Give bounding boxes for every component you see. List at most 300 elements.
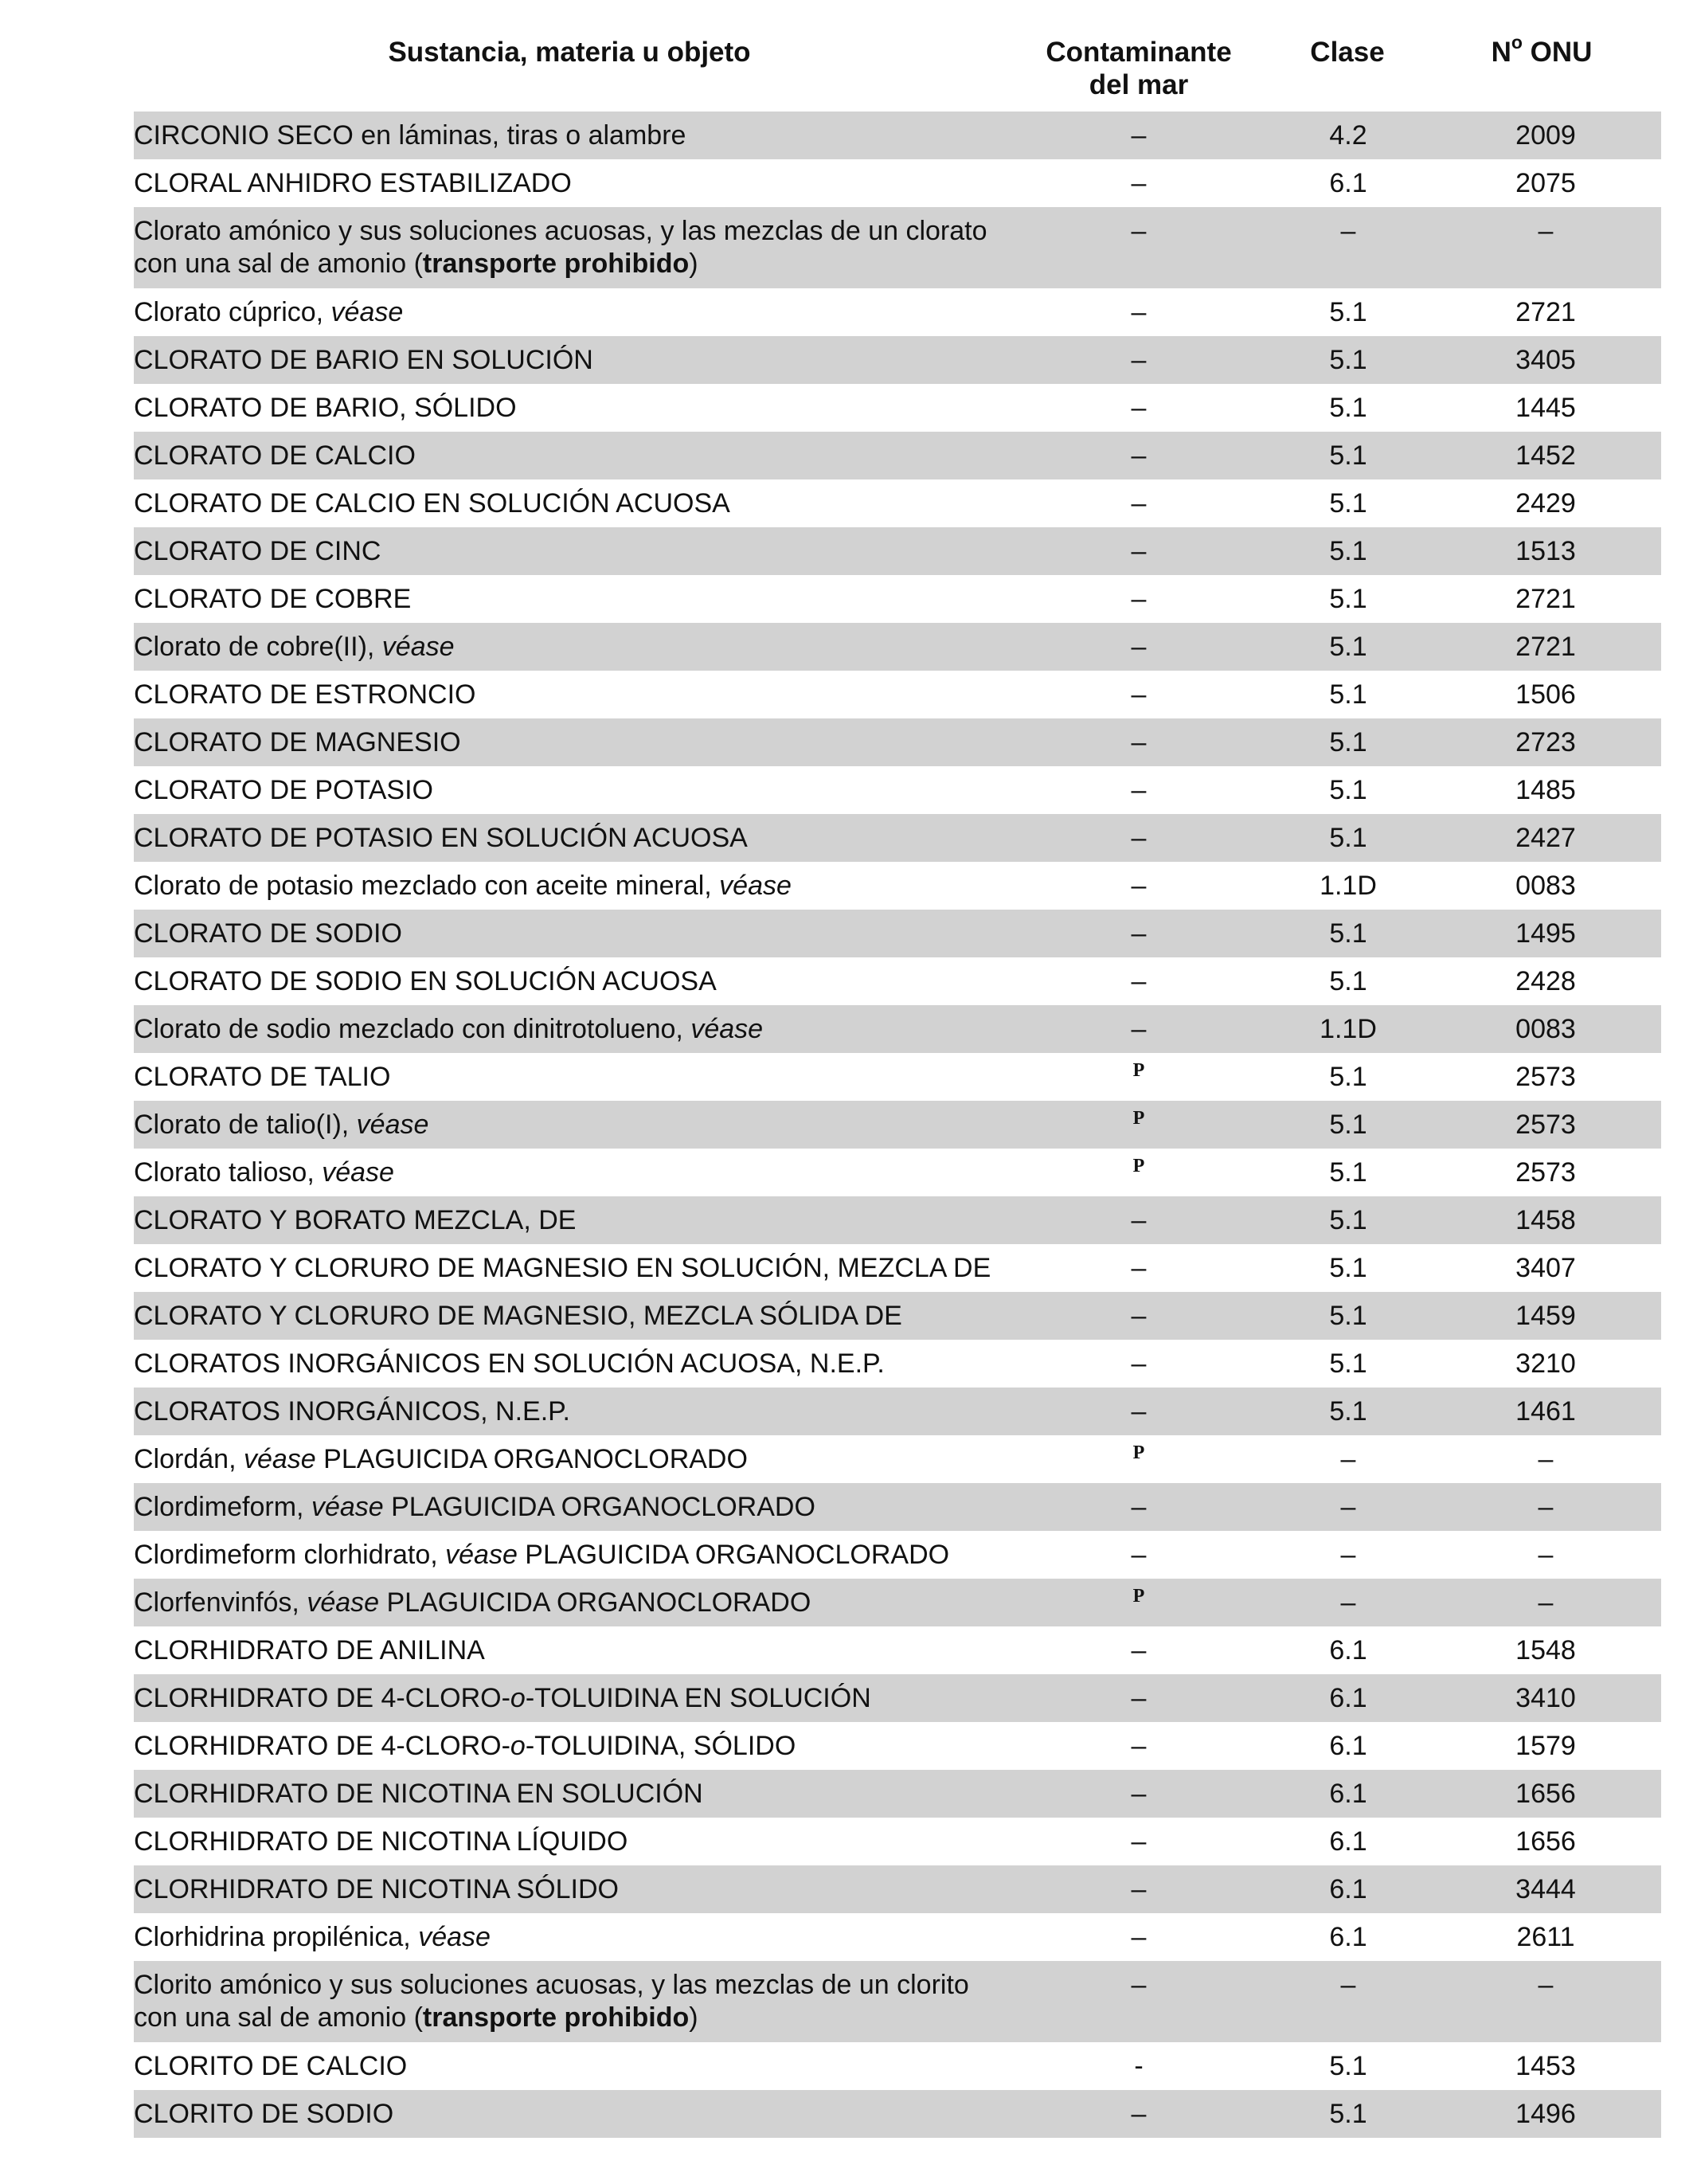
table-row [134,1388,1661,1435]
cell-marine-pollutant [1005,1483,1273,1524]
cell-class: 5.1 [1329,297,1367,327]
cell-un-number: 1452 [1515,440,1576,471]
table-row [134,527,1661,575]
cell-substance [134,1913,1005,1954]
substance-text: véase [356,1110,429,1140]
cell-class: 6.1 [1329,1731,1367,1761]
table-row [134,479,1661,527]
substance-text: CLORATO DE ESTRONCIO [134,679,476,710]
cell-substance [134,1196,1005,1237]
cell-un-number: 3210 [1515,1348,1576,1379]
table-row [134,1149,1661,1196]
cell-substance [134,1149,1005,1189]
cell-substance [134,623,1005,663]
cell-marine-pollutant [1005,1149,1273,1189]
substance-text: CLORATO Y CLORURO DE MAGNESIO, MEZCLA SÓLIDA DE [134,1301,902,1331]
cell-marine-pollutant [1005,2042,1273,2083]
cell-substance [134,1435,1005,1476]
cell-class: 5.1 [1329,966,1367,996]
cell-marine-pollutant [1005,527,1273,568]
marine-pollutant-value: – [1131,966,1147,996]
cell-substance [134,1626,1005,1667]
substance-text: CLORHIDRATO DE 4-CLORO- [134,1731,510,1761]
cell-un-number: 2075 [1515,168,1576,198]
marine-pollutant-value: – [1131,488,1147,519]
substance-text: CLORATO Y CLORURO DE MAGNESIO EN SOLUCIÓN, MEZCLA DE [134,1253,991,1283]
cell-marine-pollutant [1005,288,1273,329]
cell-substance [134,1818,1005,1858]
cell-class: 5.1 [1329,1301,1367,1331]
cell-class: – [1340,1444,1356,1474]
cell-un-number: 2723 [1515,727,1576,757]
cell-un-number: 1453 [1515,2051,1576,2081]
marine-pollutant-value: – [1131,1014,1147,1044]
cell-un-number: 3410 [1515,1683,1576,1713]
cell-class: 1.1D [1320,1014,1377,1044]
table-row [134,623,1661,671]
marine-pollutant-value: – [1131,1348,1147,1379]
substance-text: Clorato de sodio mezclado con dinitrotolueno, [134,1014,691,1044]
substance-text: CLORATO DE SODIO [134,918,402,949]
cell-marine-pollutant [1005,862,1273,902]
cell-marine-pollutant [1005,1053,1273,1094]
substance-text: Clorato de cobre(II), [134,632,382,662]
cell-substance [134,2090,1005,2131]
substance-text: CLORHIDRATO DE ANILINA [134,1635,485,1665]
substance-text: CLORATO DE CINC [134,536,381,566]
substance-text: Clorato de talio(I), [134,1110,357,1140]
table-row [134,288,1661,336]
cell-marine-pollutant [1005,718,1273,759]
cell-marine-pollutant [1005,112,1273,152]
cell-class: 5.1 [1329,1062,1367,1092]
table-row [134,1770,1661,1818]
cell-marine-pollutant [1005,1722,1273,1763]
table-row [134,1435,1661,1483]
cell-un-number: – [1538,1540,1554,1570]
substance-text: véase [307,1587,380,1618]
substance-text: CLORATO DE POTASIO [134,775,433,805]
substance-text: ) [689,249,698,279]
substance-text: transporte prohibido [422,249,690,279]
marine-pollutant-value: – [1131,1731,1147,1761]
cell-marine-pollutant [1005,336,1273,377]
cell-class: 5.1 [1329,2051,1367,2081]
cell-un-number: 2427 [1515,823,1576,853]
cell-class: 5.1 [1329,536,1367,566]
marine-pollutant-value: – [1131,1779,1147,1809]
marine-pollutant-mark: P [1132,1108,1145,1129]
marine-pollutant-value: – [1131,345,1147,375]
substance-text: CLORATOS INORGÁNICOS EN SOLUCIÓN ACUOSA, N.E.P. [134,1348,885,1379]
cell-marine-pollutant [1005,1913,1273,1954]
table-row [134,1818,1661,1865]
cell-class: 5.1 [1329,2099,1367,2129]
marine-pollutant-value: – [1131,1970,1147,2000]
substance-text: CLORHIDRATO DE NICOTINA SÓLIDO [134,1874,619,1904]
table-row [134,671,1661,718]
marine-pollutant-value: – [1131,679,1147,710]
substance-text: CLORATO Y BORATO MEZCLA, DE [134,1205,577,1235]
marine-pollutant-value: – [1131,1826,1147,1857]
cell-class: 6.1 [1329,1922,1367,1952]
marine-pollutant-value: – [1131,775,1147,805]
cell-un-number: 2721 [1515,584,1576,614]
table-row [134,1053,1661,1101]
cell-marine-pollutant [1005,1961,1273,2002]
marine-pollutant-value: – [1131,1396,1147,1427]
cell-marine-pollutant [1005,671,1273,711]
substance-text: CLORATO DE BARIO EN SOLUCIÓN [134,345,593,375]
substance-text: CLORATOS INORGÁNICOS, N.E.P. [134,1396,570,1427]
cell-substance [134,575,1005,616]
dangerous-goods-table [134,32,1661,2138]
table-header [134,32,1661,112]
cell-marine-pollutant [1005,1101,1273,1141]
header-marine-line1: Contaminante [1046,37,1232,68]
substance-text: Clorato talioso, [134,1157,323,1188]
cell-un-number: 1548 [1515,1635,1576,1665]
table-row [134,1196,1661,1244]
cell-un-number: 1461 [1515,1396,1576,1427]
cell-marine-pollutant [1005,479,1273,520]
substance-text: véase [322,1157,394,1188]
cell-class: 5.1 [1329,775,1367,805]
table-row [134,1340,1661,1388]
cell-marine-pollutant [1005,1818,1273,1858]
header-un-prefix: N [1491,37,1511,68]
cell-un-number: 2573 [1515,1110,1576,1140]
cell-marine-pollutant [1005,1196,1273,1237]
cell-substance [134,718,1005,759]
cell-class: 6.1 [1329,1826,1367,1857]
table-row [134,957,1661,1005]
marine-pollutant-value: – [1131,632,1147,662]
table-row [134,1722,1661,1770]
cell-un-number: 2428 [1515,966,1576,996]
marine-pollutant-value: – [1131,1301,1147,1331]
cell-marine-pollutant [1005,1292,1273,1333]
marine-pollutant-mark: P [1132,1442,1145,1463]
cell-substance [134,159,1005,200]
table-row [134,207,1661,288]
cell-substance [134,479,1005,520]
substance-text: Clordimeform, [134,1492,311,1522]
cell-substance [134,2042,1005,2083]
marine-pollutant-value: – [1131,1683,1147,1713]
cell-substance [134,862,1005,902]
cell-un-number: 1513 [1515,536,1576,566]
substance-text: véase [330,297,404,327]
table-row [134,336,1661,384]
substance-text: Clorato cúprico, [134,297,331,327]
substance-text: CLORATO DE CALCIO EN SOLUCIÓN ACUOSA [134,488,730,519]
substance-text: véase [719,871,792,901]
header-marine-line2: del mar [1089,69,1189,100]
table-row [134,159,1661,207]
cell-un-number: 1459 [1515,1301,1576,1331]
cell-substance [134,1579,1005,1619]
marine-pollutant-value: – [1131,1874,1147,1904]
table-row [134,2090,1661,2138]
marine-pollutant-mark: P [1132,1156,1145,1176]
cell-substance [134,1053,1005,1094]
marine-pollutant-value: – [1131,1492,1147,1522]
marine-pollutant-value: – [1131,1540,1147,1570]
header-un-super: o [1511,32,1523,53]
cell-substance [134,112,1005,152]
cell-un-number: 1485 [1515,775,1576,805]
cell-un-number: 0083 [1515,871,1576,901]
cell-un-number: 1656 [1515,1779,1576,1809]
cell-un-number: 1506 [1515,679,1576,710]
substance-text: véase [418,1922,491,1952]
table-row [134,718,1661,766]
cell-class: 5.1 [1329,1157,1367,1188]
table-row [134,862,1661,910]
substance-text: CLORHIDRATO DE NICOTINA LÍQUIDO [134,1826,628,1857]
cell-marine-pollutant [1005,1388,1273,1428]
cell-marine-pollutant [1005,384,1273,425]
cell-un-number: 2009 [1515,120,1576,151]
cell-marine-pollutant [1005,1579,1273,1619]
substance-text: CLORITO DE SODIO [134,2099,394,2129]
marine-pollutant-value: – [1131,1635,1147,1665]
marine-pollutant-value: – [1131,536,1147,566]
cell-marine-pollutant [1005,1626,1273,1667]
cell-substance [134,1292,1005,1333]
table-row [134,1579,1661,1626]
cell-substance [134,207,1005,280]
cell-marine-pollutant [1005,1770,1273,1810]
cell-class: 5.1 [1329,679,1367,710]
table-row [134,575,1661,623]
header-substance: Sustancia, materia u objeto [388,37,751,68]
cell-class: 5.1 [1329,823,1367,853]
cell-substance [134,1388,1005,1428]
substance-text: CLORATO DE POTASIO EN SOLUCIÓN ACUOSA [134,823,748,853]
cell-substance [134,1722,1005,1763]
cell-un-number: 2721 [1515,297,1576,327]
cell-un-number: – [1538,1444,1554,1474]
cell-un-number: 3407 [1515,1253,1576,1283]
cell-class: 6.1 [1329,168,1367,198]
cell-class: 5.1 [1329,345,1367,375]
cell-un-number: 1458 [1515,1205,1576,1235]
table-row [134,1101,1661,1149]
marine-pollutant-value: – [1131,2099,1147,2129]
substance-text: CLORATO DE CALCIO [134,440,416,471]
table-row [134,1005,1661,1053]
substance-text: CLORAL ANHIDRO ESTABILIZADO [134,168,572,198]
cell-marine-pollutant [1005,766,1273,807]
cell-substance [134,957,1005,998]
cell-class: – [1340,1492,1356,1522]
cell-un-number: 0083 [1515,1014,1576,1044]
marine-pollutant-value: – [1131,1253,1147,1283]
substance-text: Clorfenvinfós, [134,1587,307,1618]
substance-text: -TOLUIDINA, SÓLIDO [525,1731,796,1761]
cell-class: 5.1 [1329,1253,1367,1283]
cell-marine-pollutant [1005,159,1273,200]
table-row [134,432,1661,479]
substance-text: CLORHIDRATO DE 4-CLORO- [134,1683,510,1713]
cell-un-number: 1496 [1515,2099,1576,2129]
marine-pollutant-value: – [1131,871,1147,901]
cell-un-number: 3444 [1515,1874,1576,1904]
cell-substance [134,766,1005,807]
cell-un-number: 2573 [1515,1157,1576,1188]
cell-marine-pollutant [1005,1531,1273,1571]
marine-pollutant-value: – [1131,1205,1147,1235]
cell-un-number: 2429 [1515,488,1576,519]
cell-un-number: 1656 [1515,1826,1576,1857]
cell-class: 6.1 [1329,1635,1367,1665]
substance-text: véase [381,632,455,662]
substance-text: Clordán, [134,1444,244,1474]
cell-un-number: 1445 [1515,393,1576,423]
substance-text: véase [311,1492,384,1522]
table-row [134,1865,1661,1913]
cell-substance [134,1005,1005,1046]
cell-substance [134,1483,1005,1524]
header-un-number [1422,32,1661,68]
cell-substance [134,336,1005,377]
cell-marine-pollutant [1005,814,1273,855]
table-row [134,2042,1661,2090]
cell-class: – [1340,1540,1356,1570]
substance-text: CLORATO DE COBRE [134,584,412,614]
cell-class: 5.1 [1329,488,1367,519]
marine-pollutant-value: – [1131,727,1147,757]
cell-substance [134,671,1005,711]
substance-text: CLORITO DE CALCIO [134,2051,408,2081]
marine-pollutant-mark: P [1132,1060,1145,1081]
marine-pollutant-value: – [1131,393,1147,423]
marine-pollutant-value: – [1131,1922,1147,1952]
substance-text: PLAGUICIDA ORGANOCLORADO [383,1492,815,1522]
substance-text: CLORATO DE MAGNESIO [134,727,461,757]
cell-substance [134,384,1005,425]
cell-substance [134,527,1005,568]
cell-marine-pollutant [1005,1005,1273,1046]
cell-un-number: 2721 [1515,632,1576,662]
substance-text: Clorato amónico y sus soluciones acuosas, y las mezclas de un clorato con una sal de amonio ( [134,216,987,279]
substance-text: véase [445,1540,518,1570]
cell-class: 5.1 [1329,584,1367,614]
cell-class: 1.1D [1320,871,1377,901]
cell-class: 4.2 [1329,120,1367,151]
table-row [134,766,1661,814]
cell-class: 5.1 [1329,727,1367,757]
substance-text: transporte prohibido [422,2002,690,2033]
table-row [134,112,1661,159]
cell-marine-pollutant [1005,1865,1273,1906]
marine-pollutant-value: – [1131,440,1147,471]
table-row [134,1244,1661,1292]
substance-text: Clorato de potasio mezclado con aceite mineral, [134,871,720,901]
cell-un-number: 2611 [1516,1922,1575,1952]
marine-pollutant-value: – [1131,584,1147,614]
cell-class: 5.1 [1329,393,1367,423]
substance-text: o [510,1731,526,1761]
marine-pollutant-value: – [1131,823,1147,853]
cell-substance [134,1101,1005,1141]
cell-un-number: 3405 [1515,345,1576,375]
table-row [134,384,1661,432]
cell-substance [134,1674,1005,1715]
cell-substance [134,1961,1005,2034]
cell-class: 5.1 [1329,632,1367,662]
substance-text: CLORATO DE SODIO EN SOLUCIÓN ACUOSA [134,966,717,996]
table-body [134,112,1661,2138]
marine-pollutant-value: – [1131,168,1147,198]
cell-substance [134,814,1005,855]
cell-class: 5.1 [1329,440,1367,471]
substance-text: Clordimeform clorhidrato, [134,1540,446,1570]
cell-un-number: 2573 [1515,1062,1576,1092]
cell-substance [134,1865,1005,1906]
substance-text: véase [690,1014,764,1044]
substance-text: CIRCONIO SECO en láminas, tiras o alambre [134,120,686,151]
table-row [134,814,1661,862]
cell-substance [134,910,1005,950]
cell-un-number: 1579 [1515,1731,1576,1761]
marine-pollutant-value: – [1131,216,1147,246]
header-marine-pollutant [1005,32,1273,101]
substance-text: ) [689,2002,698,2033]
cell-marine-pollutant [1005,910,1273,950]
cell-marine-pollutant [1005,623,1273,663]
substance-text: Clorhidrina propilénica, [134,1922,419,1952]
substance-text: véase [243,1444,316,1474]
cell-class: 5.1 [1329,1396,1367,1427]
cell-un-number: – [1538,1970,1554,2000]
cell-marine-pollutant [1005,1340,1273,1380]
cell-class: 5.1 [1329,1110,1367,1140]
marine-pollutant-value: – [1131,120,1147,151]
substance-text: CLORATO DE BARIO, SÓLIDO [134,393,517,423]
cell-class: 6.1 [1329,1779,1367,1809]
substance-text: CLORHIDRATO DE NICOTINA EN SOLUCIÓN [134,1779,703,1809]
cell-class: 5.1 [1329,1205,1367,1235]
marine-pollutant-value: – [1131,918,1147,949]
cell-un-number: – [1538,1587,1554,1618]
table-row [134,910,1661,957]
cell-marine-pollutant [1005,207,1273,248]
marine-pollutant-value: - [1134,2051,1144,2081]
cell-class: – [1340,1970,1356,2000]
marine-pollutant-value: – [1131,297,1147,327]
cell-class: – [1340,1587,1356,1618]
cell-un-number: 1495 [1515,918,1576,949]
cell-marine-pollutant [1005,432,1273,472]
cell-substance [134,432,1005,472]
substance-text: PLAGUICIDA ORGANOCLORADO [517,1540,950,1570]
cell-marine-pollutant [1005,1435,1273,1476]
substance-text: o [510,1683,526,1713]
cell-marine-pollutant [1005,2090,1273,2131]
cell-marine-pollutant [1005,1674,1273,1715]
cell-marine-pollutant [1005,957,1273,998]
table-row [134,1961,1661,2042]
marine-pollutant-mark: P [1132,1586,1145,1607]
substance-text: CLORATO DE TALIO [134,1062,391,1092]
substance-text: -TOLUIDINA EN SOLUCIÓN [525,1683,871,1713]
table-row [134,1483,1661,1531]
header-class: Clase [1310,37,1385,68]
cell-class: – [1340,216,1356,246]
